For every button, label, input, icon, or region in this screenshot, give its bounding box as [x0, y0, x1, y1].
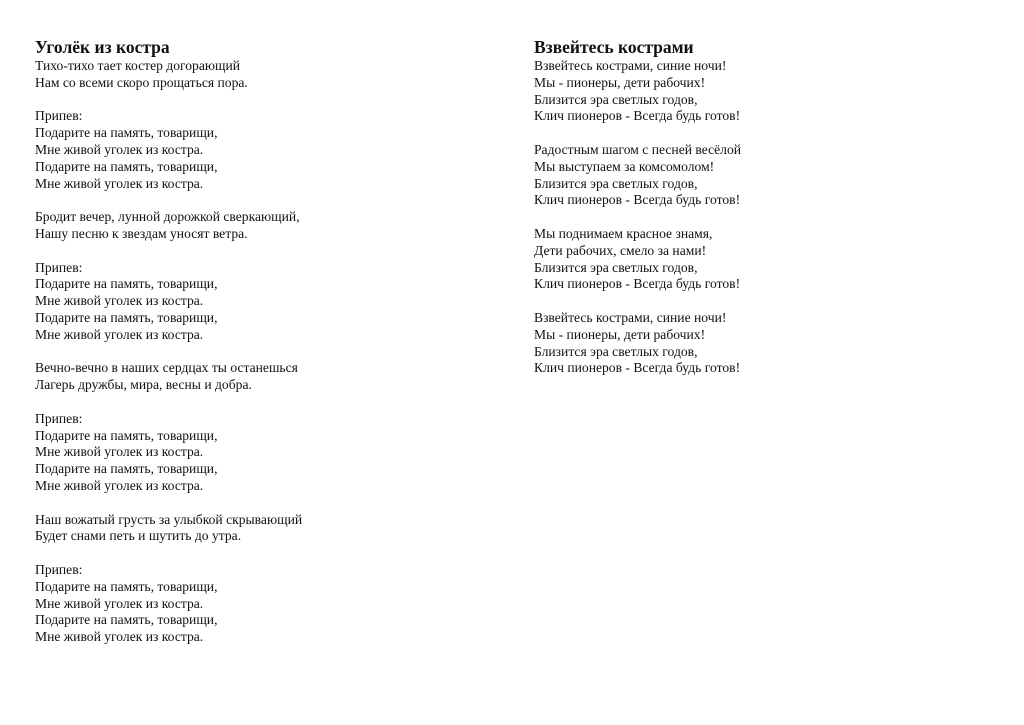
left-song-stanzas — [35, 58, 475, 646]
right-song-stanzas — [534, 58, 974, 377]
stanza — [534, 310, 974, 377]
lyric-line: Дети рабочих, смело за нами! — [534, 242, 707, 258]
lyric-line: Мне живой уголек из костра. — [35, 293, 204, 309]
lyric-line: Будет снами петь и шутить до утра. — [35, 528, 242, 544]
lyric-line: Взвейтесь кострами, синие ночи! — [534, 309, 727, 325]
right-song-column — [534, 36, 974, 394]
lyric-line: Подарите на память, товарищи, — [35, 125, 218, 141]
lyric-line: Подарите на память, товарищи, — [35, 461, 218, 477]
stanza — [35, 108, 475, 192]
right-song-title: Взвейтесь кострами — [534, 37, 694, 57]
lyric-line: Близится эра светлых годов, — [534, 343, 698, 359]
lyric-line: Припев: — [35, 561, 83, 577]
lyric-line: Лагерь дружбы, мира, весны и добра. — [35, 377, 252, 393]
lyric-line: Наш вожатый грусть за улыбкой скрывающий — [35, 511, 303, 527]
left-song-column — [35, 36, 475, 663]
lyric-line: Подарите на память, товарищи, — [35, 158, 218, 174]
lyric-line: Тихо-тихо тает костер догорающий — [35, 58, 241, 73]
stanza — [534, 226, 974, 293]
lyric-line: Мне живой уголек из костра. — [35, 444, 204, 460]
lyric-line: Мне живой уголек из костра. — [35, 326, 204, 342]
lyric-line: Мне живой уголек из костра. — [35, 477, 204, 493]
lyric-line: Нам со всеми скоро прощаться пора. — [35, 74, 248, 90]
lyric-line: Подарите на память, товарищи, — [35, 578, 218, 594]
lyric-line: Подарите на память, товарищи, — [35, 427, 218, 443]
lyric-line: Припев: — [35, 108, 83, 124]
lyric-line: Бродит вечер, лунной дорожкой сверкающий, — [35, 209, 300, 225]
lyric-line: Подарите на память, товарищи, — [35, 612, 218, 628]
lyric-line: Припев: — [35, 410, 83, 426]
lyric-line: Мне живой уголек из костра. — [35, 629, 204, 645]
lyric-line: Подарите на память, товарищи, — [35, 309, 218, 325]
lyric-line: Припев: — [35, 259, 83, 275]
lyric-line: Мы выступаем за комсомолом! — [534, 158, 715, 174]
stanza — [35, 512, 475, 546]
lyric-line: Мы - пионеры, дети рабочих! — [534, 74, 706, 90]
left-song-title: Уголёк из костра — [35, 37, 170, 57]
stanza — [35, 562, 475, 646]
lyric-line: Клич пионеров - Всегда будь готов! — [534, 108, 741, 124]
lyric-line: Нашу песню к звездам уносят ветра. — [35, 225, 248, 241]
lyric-line: Мы - пионеры, дети рабочих! — [534, 326, 706, 342]
lyric-line: Взвейтесь кострами, синие ночи! — [534, 58, 727, 73]
lyric-line: Подарите на память, товарищи, — [35, 276, 218, 292]
lyric-line: Мне живой уголек из костра. — [35, 141, 204, 157]
stanza — [35, 209, 475, 243]
stanza — [35, 411, 475, 495]
stanza — [35, 58, 475, 92]
lyric-line: Мне живой уголек из костра. — [35, 175, 204, 191]
stanza — [534, 142, 974, 209]
lyric-line: Мы поднимаем красное знамя, — [534, 225, 713, 241]
lyric-line: Близится эра светлых годов, — [534, 175, 698, 191]
lyric-line: Клич пионеров - Всегда будь готов! — [534, 192, 741, 208]
lyric-line: Радостным шагом с песней весёлой — [534, 141, 742, 157]
lyric-line: Близится эра светлых годов, — [534, 259, 698, 275]
lyric-line: Клич пионеров - Всегда будь готов! — [534, 276, 741, 292]
stanza — [35, 360, 475, 394]
lyric-line: Клич пионеров - Всегда будь готов! — [534, 360, 741, 376]
lyric-line: Мне живой уголек из костра. — [35, 595, 204, 611]
stanza — [35, 260, 475, 344]
stanza — [534, 58, 974, 125]
lyric-line: Вечно-вечно в наших сердцах ты останешься — [35, 360, 298, 376]
lyric-line: Близится эра светлых годов, — [534, 91, 698, 107]
